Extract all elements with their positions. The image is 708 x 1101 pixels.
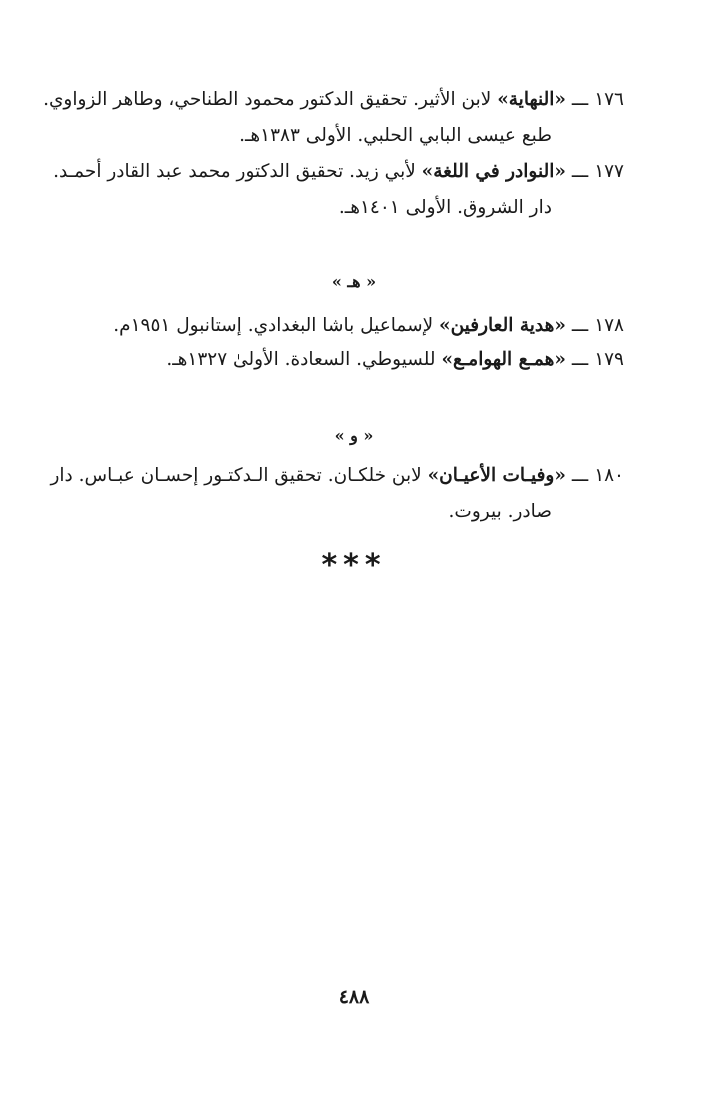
entry-line-2: صادر. بيروت. bbox=[448, 501, 552, 522]
entry-title: «النهاية» bbox=[497, 89, 566, 110]
entry-title: «همـع الهوامـع» bbox=[441, 349, 566, 370]
entry-dash: ـــ bbox=[571, 89, 589, 110]
entry-text: للسيوطي. السعادة. الأولىٰ ١٣٢٧هـ. bbox=[166, 349, 436, 370]
entry-number: ١٧٦ bbox=[594, 89, 624, 110]
entry-dash: ـــ bbox=[571, 465, 589, 486]
bibliography-entry-179 bbox=[64, 342, 624, 378]
entry-text: لأبي زيد. تحقيق الدكتور محمد عبد القادر أحمـد. bbox=[53, 161, 416, 182]
entry-number: ١٨٠ bbox=[594, 465, 624, 486]
page-number: ٤٨٨ bbox=[338, 986, 370, 1008]
bibliography-entry-180 bbox=[50, 458, 624, 530]
bibliography-entry-177 bbox=[53, 154, 624, 226]
entry-line-1 bbox=[64, 342, 624, 378]
entry-line-1 bbox=[64, 308, 624, 344]
entry-dash: ـــ bbox=[571, 349, 589, 370]
entry-dash: ـــ bbox=[571, 315, 589, 336]
section-heading-waw: « و » bbox=[334, 426, 374, 445]
entry-number: ١٧٧ bbox=[594, 161, 624, 182]
entry-title: «هدية العارفين» bbox=[439, 315, 566, 336]
bibliography-entry-176 bbox=[43, 82, 624, 154]
entry-title: «النوادر في اللغة» bbox=[421, 161, 566, 182]
section-heading-ha: « هـ » bbox=[331, 272, 377, 291]
entry-number: ١٧٩ bbox=[594, 349, 624, 370]
entry-text: لابن خلكـان. تحقيق الـدكتـور إحسـان عبـاس. دار bbox=[50, 465, 422, 486]
section-separator: *** bbox=[321, 548, 387, 583]
entry-number: ١٧٨ bbox=[594, 315, 624, 336]
entry-line-1 bbox=[53, 154, 624, 190]
entry-dash: ـــ bbox=[571, 161, 589, 182]
bibliography-entry-178 bbox=[64, 308, 624, 344]
entry-line-2: طبع عيسى البابي الحلبي. الأولى ١٣٨٣هـ. bbox=[239, 125, 552, 146]
entry-line-2: دار الشروق. الأولى ١٤٠١هـ. bbox=[338, 197, 552, 218]
entry-line-1 bbox=[50, 458, 624, 494]
entry-text: لإسماعيل باشا البغدادي. إستانبول ١٩٥١م. bbox=[113, 315, 434, 336]
entry-text: لابن الأثير. تحقيق الدكتور محمود الطناحي، وطاهر الزواوي. bbox=[43, 89, 492, 110]
entry-title: «وفيـات الأعيـان» bbox=[427, 465, 566, 486]
entry-line-1 bbox=[43, 82, 624, 118]
